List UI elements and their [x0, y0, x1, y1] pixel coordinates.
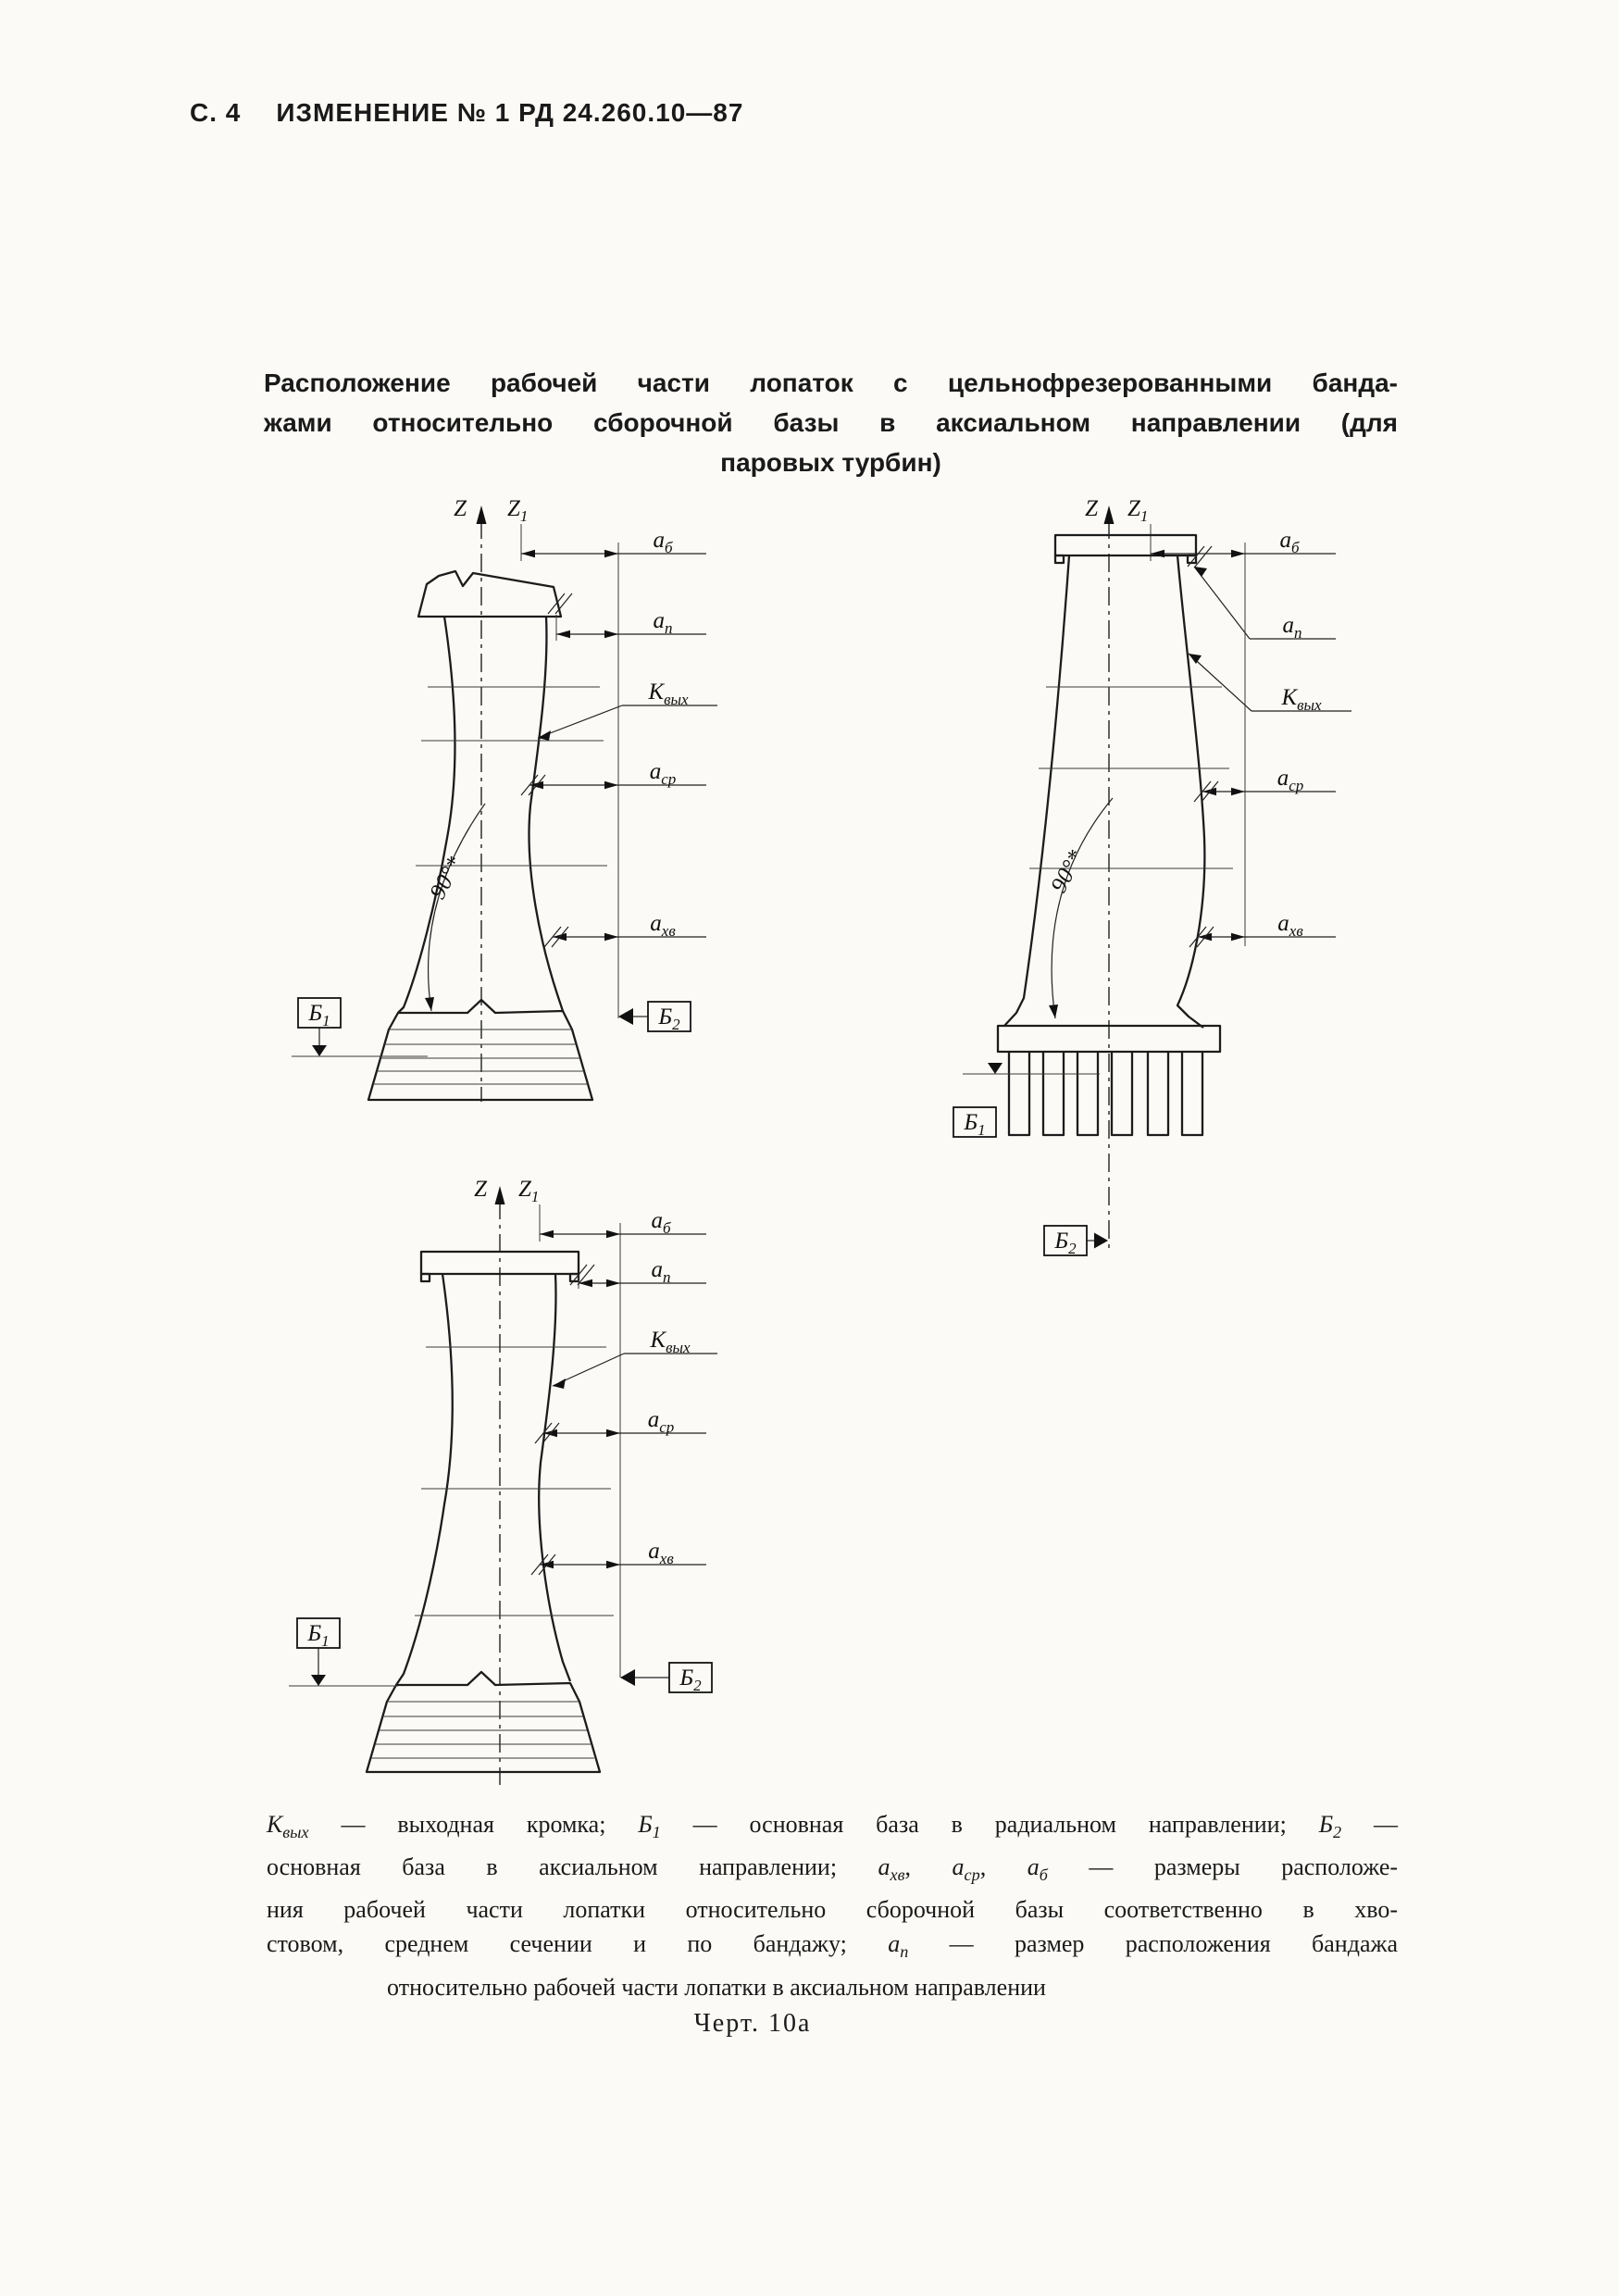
- arrow-icon: [1049, 1004, 1058, 1018]
- z-axis-arrow-icon: [477, 505, 487, 524]
- z-axis-arrow-icon: [1104, 505, 1115, 524]
- arrow-icon: [1231, 788, 1245, 796]
- base-label-b2: $Б_2$: [1054, 1229, 1077, 1257]
- axis-label-z1: $Z_1$: [1127, 496, 1149, 525]
- leader-line: [1189, 654, 1252, 711]
- base-b2-triangle-icon: [618, 1008, 633, 1025]
- blade-drawing-fork-root: [953, 496, 1351, 1257]
- angle-arc: [1052, 798, 1113, 1018]
- base-b1-triangle-icon: [311, 1675, 326, 1686]
- dim-label-a-b: $а_б$: [651, 1208, 671, 1237]
- dim-label-a-hv: $а_{хв}$: [648, 1539, 674, 1567]
- figure-number: Черт. 10а: [693, 2009, 812, 2038]
- dim-label-a-p: $а_п$: [651, 1257, 671, 1286]
- figure-title-line-2: жами относительно сборочной базы в аксиальном направлении (для: [264, 408, 1398, 437]
- angle-label: 90°*: [425, 853, 468, 904]
- dim-label-a-sr: $а_{ср}$: [647, 1407, 675, 1436]
- leader-line: [538, 705, 622, 738]
- leader-line: [1194, 567, 1250, 639]
- airfoil-leading-edge: [1004, 555, 1069, 1026]
- root-outline: [368, 1000, 592, 1100]
- base-label-b2: $Б_2$: [679, 1666, 702, 1694]
- hatch-mark: [1195, 546, 1212, 567]
- caption-line-2: основная база в аксиальном направлении; $а_{хв}$, $а_{ср}$, $а_б$ — размеры расположе-: [267, 1853, 1399, 1885]
- dim-label-a-hv: $а_{хв}$: [650, 911, 676, 940]
- arrow-icon: [604, 933, 618, 942]
- arrow-icon: [425, 997, 434, 1011]
- label-k-vyh: $К_{вых}$: [1281, 685, 1322, 714]
- angle-arc: [429, 804, 485, 1011]
- axis-label-z: Z: [454, 496, 467, 521]
- shroud-lip: [1055, 555, 1064, 563]
- caption-line-5: относительно рабочей части лопатки в аксиальном направлении: [387, 1973, 1046, 2001]
- dim-label-a-b: $а_б$: [653, 528, 673, 556]
- caption-line-1: $К_{вых}$ — выходная кромка; $Б_1$ — основная база в радиальном направлении; $Б_2$ —: [267, 1811, 1399, 1842]
- base-label-b2: $Б_2$: [658, 1004, 680, 1033]
- arrow-icon: [540, 1230, 554, 1239]
- base-b1-triangle-icon: [312, 1045, 327, 1056]
- dim-label-a-p: $а_п$: [1282, 613, 1302, 642]
- root-prongs: [1009, 1052, 1202, 1135]
- doc-title: ИЗМЕНЕНИЕ № 1 РД 24.260.10—87: [276, 98, 744, 127]
- arrow-icon: [553, 1379, 566, 1389]
- figure-caption: [267, 1807, 1398, 2004]
- arrow-icon: [1231, 933, 1245, 942]
- airfoil-trailing-edge: [529, 617, 563, 1011]
- base-b2-triangle-icon: [620, 1669, 635, 1686]
- dim-label-a-p: $а_п$: [653, 608, 673, 637]
- base-label-b1: $Б_1$: [307, 1621, 330, 1650]
- axis-label-z: Z: [1085, 496, 1098, 521]
- z-axis-arrow-icon: [495, 1186, 505, 1204]
- figure-title-line-3: паровых турбин): [720, 448, 941, 477]
- page-number: С. 4: [190, 98, 242, 127]
- blade-drawing-flat-shroud: [289, 1177, 717, 1785]
- arrow-icon: [606, 1279, 620, 1288]
- label-k-vyh: $К_{вых}$: [650, 1328, 691, 1356]
- arrow-icon: [1231, 550, 1245, 558]
- dim-label-a-hv: $а_{хв}$: [1277, 911, 1303, 940]
- airfoil-trailing-edge: [539, 1274, 570, 1681]
- base-label-b1: $Б_1$: [964, 1110, 986, 1139]
- axis-label-z1: $Z_1$: [518, 1177, 540, 1205]
- caption-line-3: ния рабочей части лопатки относительно сборочной базы соответственно в хво-: [267, 1896, 1398, 1924]
- arrow-icon: [521, 550, 535, 558]
- dim-label-a-sr: $а_{ср}$: [649, 759, 677, 788]
- arrow-icon: [606, 1561, 620, 1569]
- shroud-outline: [418, 571, 561, 617]
- dim-label-a-b: $а_б$: [1279, 528, 1300, 556]
- arrow-icon: [579, 1279, 592, 1288]
- arrow-icon: [1189, 654, 1202, 664]
- arrow-icon: [604, 630, 618, 639]
- figure-title-line-1: Расположение рабочей части лопаток с цельнофрезерованными банда-: [264, 368, 1398, 397]
- angle-label: 90°*: [1046, 846, 1090, 897]
- arrow-icon: [604, 781, 618, 790]
- root-outline: [367, 1672, 600, 1772]
- arrow-icon: [604, 550, 618, 558]
- blade-drawing-shrouded: [292, 496, 717, 1102]
- arrow-icon: [606, 1429, 620, 1438]
- shroud-outline: [1055, 535, 1196, 555]
- arrow-icon: [1194, 567, 1207, 577]
- base-b1-triangle-icon: [988, 1063, 1003, 1074]
- axis-label-z1: $Z_1$: [507, 496, 529, 525]
- dim-label-a-sr: $а_{ср}$: [1277, 766, 1304, 794]
- base-b2-triangle-icon: [1094, 1233, 1108, 1249]
- arrow-icon: [556, 630, 570, 639]
- caption-line-4: стовом, среднем сечении и по бандажу; $а_п$ — размер расположения бандажа: [267, 1930, 1398, 1962]
- airfoil-leading-edge: [398, 617, 455, 1013]
- airfoil-leading-edge: [396, 1274, 453, 1685]
- airfoil-trailing-edge: [1177, 555, 1204, 1028]
- label-k-vyh: $К_{вых}$: [648, 680, 689, 708]
- shroud-lip: [421, 1274, 430, 1281]
- arrow-icon: [606, 1230, 620, 1239]
- axis-label-z: Z: [474, 1177, 487, 1202]
- base-label-b1: $Б_1$: [308, 1001, 330, 1029]
